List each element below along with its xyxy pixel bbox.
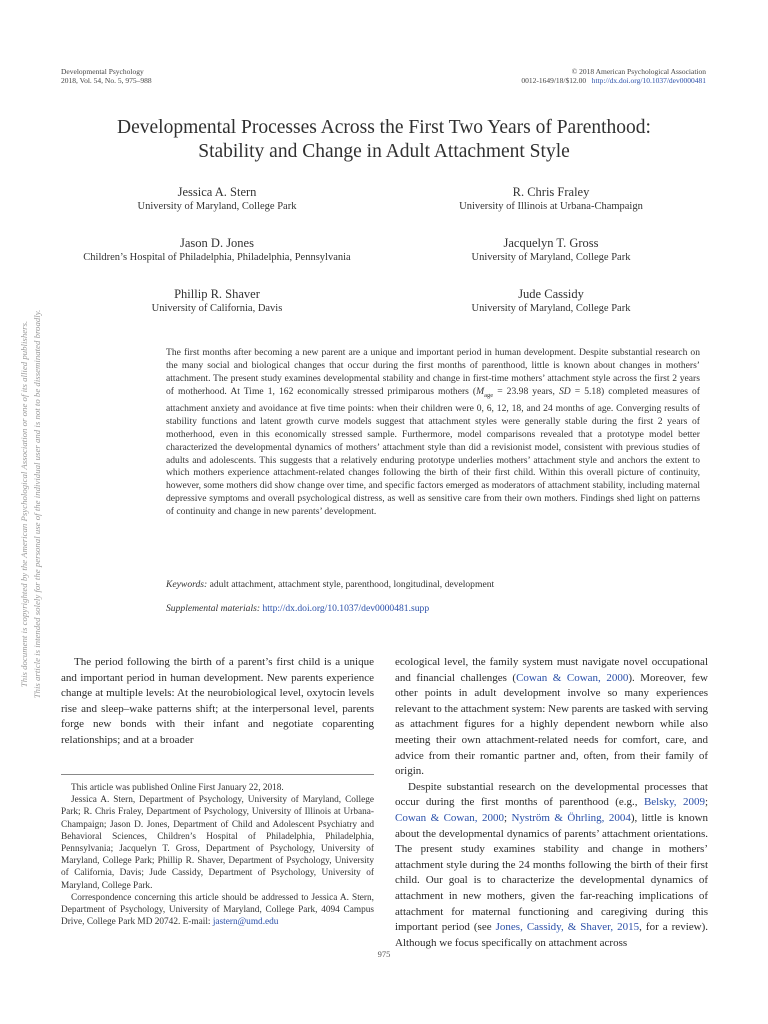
text-run: ). Moreover, few other points in adult development involve so many experiences relevant to the attachment system: New parents are tasked with serving as attachment figures for a highly dependent newborn while also meeting their own attachment-related needs for comfort, care, and advice from their romantic partner and, often, from their family of origin. [395, 671, 708, 778]
correspondence-text: Correspondence concerning this article should be addressed to Jessica A. Stern, Department of Psychology, University of Maryland, College Park, 4094 Campus Drive, College Park MD 20742. E-mail: [61, 892, 374, 928]
supplemental-materials [166, 603, 700, 615]
author-affiliation: University of Maryland, College Park [137, 201, 297, 212]
email-link[interactable]: jastern@umd.edu [212, 917, 279, 928]
body-right-column [395, 655, 708, 951]
citation-link[interactable]: Nyström & Öhrling, 2004 [511, 811, 631, 824]
author-block [40, 287, 394, 315]
citation-link[interactable]: Cowan & Cowan, 2000 [516, 671, 629, 684]
mean-symbol: M [476, 385, 485, 397]
footnote-correspondence [61, 892, 374, 929]
text-run: ), little is known about the developmental dynamics of parents’ attachment orientations. The present study examines stability and change in mothers’ attachment style during the 24 months following the birth of their first child. Our goal is to characterize the developmental dynamics of attachment in new mothers, given the far-reaching implications of attachment for maternal functioning and caregiving during this important period (see [395, 811, 709, 934]
text-run: ; [503, 811, 512, 824]
article-title [0, 116, 768, 164]
paragraph-continued [395, 655, 708, 780]
text-run: ; [704, 796, 709, 809]
abstract-text-1: The first months after becoming a new parent are a unique and important period in human development. Despite substantial research on the many social and biological changes that occur during the first months of parenthood, little is known about changes in mothers’ attachment. The present study examines developmental stability and change in first-time mothers’ attachment style across the first 2 years of motherhood. At Time 1, 162 economically stressed primiparous mothers ( [166, 347, 700, 397]
footnote-divider [61, 774, 374, 775]
author-affiliation: University of Maryland, College Park [471, 303, 631, 314]
author-block [374, 287, 728, 315]
sd-symbol: SD [558, 385, 571, 397]
abstract-text-3: = 5.18) completed measures of attachment anxiety and avoidance at five time points: when their children were 0, 6, 12, 18, and 24 months of age. Converging results of stability functions and latent growth curve models suggest that attachment styles were generally stable during the first 2 years of motherhood, even in this economically stressed sample. Furthermore, model comparisons revealed that a prototype model better characterized the developmental dynamics of mothers’ attachment style than did a revisionist model, consistent with previous studies of adults and adolescents. This suggests that a relatively enduring prototype underlies mothers’ attachment style and anchors the extent to which mothers experience attachment-related changes following the birth of their first child. Within this overall picture of continuity, however, some mothers did show change over time, and specific factors emerged as moderators of attachment stability, including maternal depressive symptoms and overall psychological distress, as well as sensitive care from their own mothers. Findings shed light on patterns of continuity and change in new parents’ development. [166, 385, 700, 518]
issn: 0012-1649/18/$12.00 [521, 76, 587, 85]
author-block [374, 185, 728, 213]
page-number: 975 [377, 949, 391, 959]
footnote-published: This article was published Online First January 22, 2018. [71, 783, 284, 793]
abstract [166, 347, 700, 519]
author-affiliation: University of California, Davis [151, 303, 283, 314]
keywords [166, 579, 700, 591]
author-name: Jessica A. Stern [177, 185, 257, 199]
author-affiliation: Children’s Hospital of Philadelphia, Philadelphia, Pennsylvania [83, 252, 351, 263]
author-affiliation: University of Maryland, College Park [471, 252, 631, 263]
journal-header [61, 67, 152, 85]
mean-subscript: age [484, 391, 494, 399]
copyright-header [521, 67, 706, 85]
author-block [40, 185, 394, 213]
author-name: Phillip R. Shaver [174, 287, 260, 301]
title-line-1: Developmental Processes Across the First Two Years of Parenthood: [117, 117, 651, 138]
citation-link[interactable]: Cowan & Cowan, 2000 [395, 811, 504, 824]
author-name: Jason D. Jones [180, 236, 254, 250]
issn-doi-line [521, 76, 706, 85]
footnote-affiliations: Jessica A. Stern, Department of Psychology, University of Maryland, College Park; R. Chris Fraley, Department of Psychology, University of Illinois at Urbana-Champaign; Jason D. Jones, Department of Child and Adolescent Psychiatry and Behavioral Sciences, Children’s Hospital of Philadelphia, Philadelphia, Pennsylvania; Jacquelyn T. Gross, Department of Psychology, University of Maryland, College Park; Phillip R. Shaver, Department of Psychology, University of California, Davis; Jude Cassidy, Department of Psychology, University of Maryland, College Park. [61, 795, 374, 891]
author-affiliation: University of Illinois at Urbana-Champaign [459, 201, 643, 212]
author-name: R. Chris Fraley [512, 185, 590, 199]
supplemental-label: Supplemental materials: [166, 603, 261, 614]
side-notice-line-1: This document is copyrighted by the American Psychological Association or one of its allied publishers. [19, 320, 29, 688]
author-block [40, 236, 394, 264]
body-left-column [61, 655, 374, 749]
doi-link[interactable]: http://dx.doi.org/10.1037/dev0000481 [591, 76, 706, 85]
text-run: ecological level, the family system must navigate novel occupational and financial challenges ( [395, 656, 708, 684]
text-run: , for a review). Although we focus specifically on attachment across [395, 921, 708, 949]
side-notice-line-2: This article is intended solely for the personal use of the individual user and is not to be disseminated broadly. [32, 309, 42, 699]
text-run: Despite substantial research on the developmental processes that occur during the first months of parenthood (e.g., [395, 780, 708, 809]
copyright-side-notice [18, 174, 44, 834]
author-name: Jacquelyn T. Gross [503, 236, 599, 250]
journal-name: Developmental Psychology [61, 67, 144, 76]
copyright-line: © 2018 American Psychological Association [571, 67, 706, 76]
abstract-text-2: = 23.98 years, [493, 385, 559, 397]
keywords-label: Keywords: [166, 579, 208, 590]
journal-volume: 2018, Vol. 54, No. 5, 975–988 [61, 76, 152, 85]
keywords-text: adult attachment, attachment style, parenthood, longitudinal, development [209, 579, 495, 590]
author-name: Jude Cassidy [518, 287, 584, 301]
supplemental-link[interactable]: http://dx.doi.org/10.1037/dev0000481.supp [262, 603, 430, 614]
footnote [61, 782, 374, 928]
author-block [374, 236, 728, 264]
intro-paragraph: The period following the birth of a parent’s first child is a unique and important period in human development. New parents experience change at multiple levels: At the neurobiological level, oxytocin levels rise and sleep–wake patterns shift; at the interpersonal level, parents forge new bonds with their infant and negotiate coparenting relationships; and at a broader [61, 656, 374, 746]
title-line-2: Stability and Change in Adult Attachment Style [198, 141, 570, 162]
citation-link[interactable]: Jones, Cassidy, & Shaver, 2015 [495, 921, 640, 934]
paragraph [395, 780, 708, 952]
citation-link[interactable]: Belsky, 2009 [643, 796, 705, 809]
